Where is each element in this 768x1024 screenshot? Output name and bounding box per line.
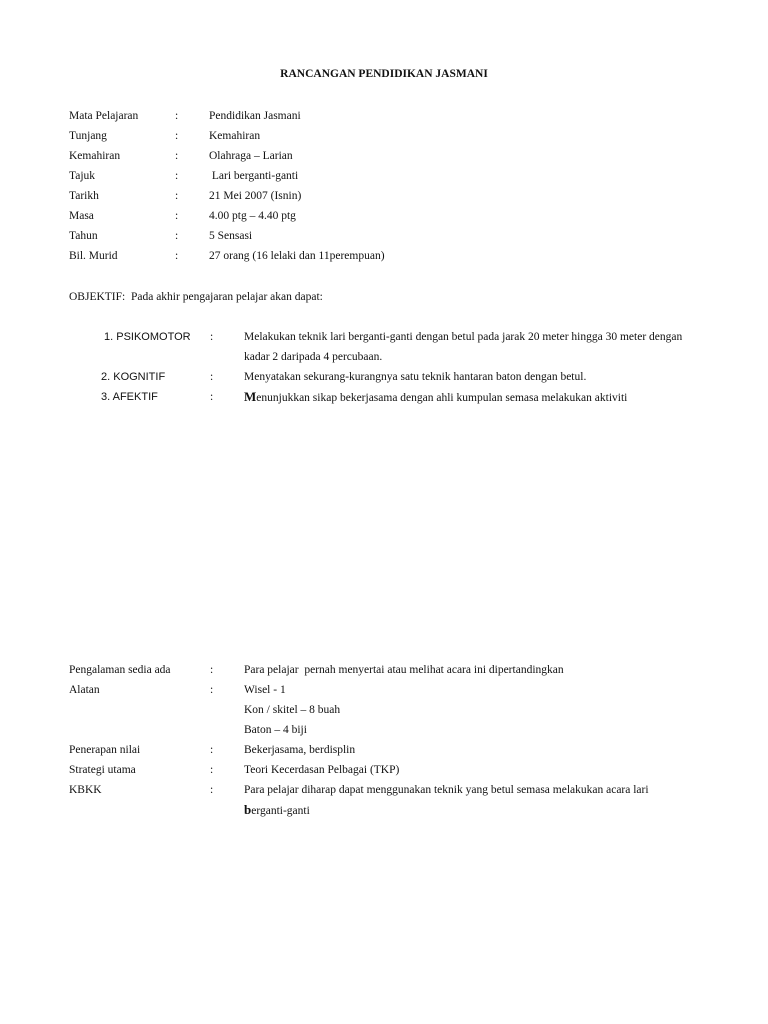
detail-value: Wisel - 1 (244, 684, 286, 696)
objective-psikomotor-cont (0, 347, 768, 367)
info-row-tahun (0, 226, 768, 246)
detail-separator: : (210, 744, 214, 756)
info-label: Masa (69, 210, 94, 222)
info-row-tajuk (0, 166, 768, 186)
objective-label: 2. KOGNITIF (101, 371, 166, 383)
info-label: Mata Pelajaran (69, 110, 139, 122)
info-value: 21 Mei 2007 (Isnin) (209, 190, 302, 202)
objective-separator: : (210, 331, 214, 343)
detail-kbkk (0, 780, 768, 800)
detail-value-rest: erganti-ganti (251, 805, 310, 817)
detail-value: Para pelajar diharap dapat menggunakan teknik yang betul semasa melakukan acara lari (244, 784, 649, 796)
detail-label: Strategi utama (69, 764, 136, 776)
objective-intro: OBJEKTIF: Pada akhir pengajaran pelajar akan dapat: (69, 291, 323, 303)
info-separator: : (175, 210, 179, 222)
detail-penerapan-nilai (0, 740, 768, 760)
detail-kbkk-cont (0, 800, 768, 820)
info-label: Tunjang (69, 130, 107, 142)
objective-separator: : (210, 391, 214, 403)
info-label: Tahun (69, 230, 98, 242)
objective-label: 3. AFEKTIF (101, 391, 158, 403)
info-separator: : (175, 110, 179, 122)
detail-value: Para pelajar pernah menyertai atau melihat acara ini dipertandingkan (244, 664, 564, 676)
detail-separator: : (210, 684, 214, 696)
info-separator: : (175, 130, 179, 142)
detail-alatan-cont-1 (0, 700, 768, 720)
detail-label: Penerapan nilai (69, 744, 141, 756)
info-label: Tajuk (69, 170, 96, 182)
objective-afektif (0, 387, 768, 407)
objective-text-line: kadar 2 daripada 4 percubaan. (244, 351, 383, 363)
detail-value: Teori Kecerdasan Pelbagai (TKP) (244, 764, 400, 776)
objective-text-line (244, 387, 627, 408)
info-row-masa (0, 206, 768, 226)
info-separator: : (175, 150, 179, 162)
info-row-kemahiran (0, 146, 768, 166)
detail-separator: : (210, 664, 214, 676)
info-value: Kemahiran (209, 130, 261, 142)
info-separator: : (175, 190, 179, 202)
info-value: 5 Sensasi (209, 230, 253, 242)
detail-label: KBKK (69, 784, 102, 796)
detail-pengalaman (0, 660, 768, 680)
objective-kognitif (0, 367, 768, 387)
objective-label: 1. PSIKOMOTOR (104, 331, 191, 343)
detail-label: Pengalaman sedia ada (69, 664, 171, 676)
info-label: Tarikh (69, 190, 99, 202)
detail-separator: : (210, 784, 214, 796)
detail-separator: : (210, 764, 214, 776)
objective-text-line: Melakukan teknik lari berganti-ganti dengan betul pada jarak 20 meter hingga 30 meter dengan (244, 331, 683, 343)
info-separator: : (175, 170, 179, 182)
document-title: RANCANGAN PENDIDIKAN JASMANI (280, 68, 488, 80)
detail-value: Baton – 4 biji (244, 724, 307, 736)
info-value: Olahraga – Larian (209, 150, 293, 162)
detail-alatan (0, 680, 768, 700)
info-separator: : (175, 250, 179, 262)
info-value: Lari berganti-ganti (209, 170, 299, 182)
drop-initial: M (244, 389, 257, 404)
detail-alatan-cont-2 (0, 720, 768, 740)
detail-value: Kon / skitel – 8 buah (244, 704, 341, 716)
detail-value (244, 800, 310, 821)
objective-text-line: Menyatakan sekurang-kurangnya satu teknik hantaran baton dengan betul. (244, 371, 587, 383)
detail-label: Alatan (69, 684, 100, 696)
info-row-tunjang (0, 126, 768, 146)
objective-text-rest: enunjukkan sikap bekerjasama dengan ahli kumpulan semasa melakukan aktiviti (256, 392, 628, 404)
drop-initial: b (244, 802, 252, 817)
info-row-bil-murid (0, 246, 768, 266)
info-value: Pendidikan Jasmani (209, 110, 301, 122)
info-label: Bil. Murid (69, 250, 118, 262)
info-row-mata-pelajaran (0, 106, 768, 126)
objective-intro-row (0, 287, 768, 307)
detail-strategi-utama (0, 760, 768, 780)
detail-value: Bekerjasama, berdisplin (244, 744, 356, 756)
info-value: 4.00 ptg – 4.40 ptg (209, 210, 296, 222)
objective-psikomotor (0, 327, 768, 347)
info-separator: : (175, 230, 179, 242)
info-label: Kemahiran (69, 150, 121, 162)
info-row-tarikh (0, 186, 768, 206)
info-value: 27 orang (16 lelaki dan 11perempuan) (209, 250, 385, 262)
objective-separator: : (210, 371, 214, 383)
